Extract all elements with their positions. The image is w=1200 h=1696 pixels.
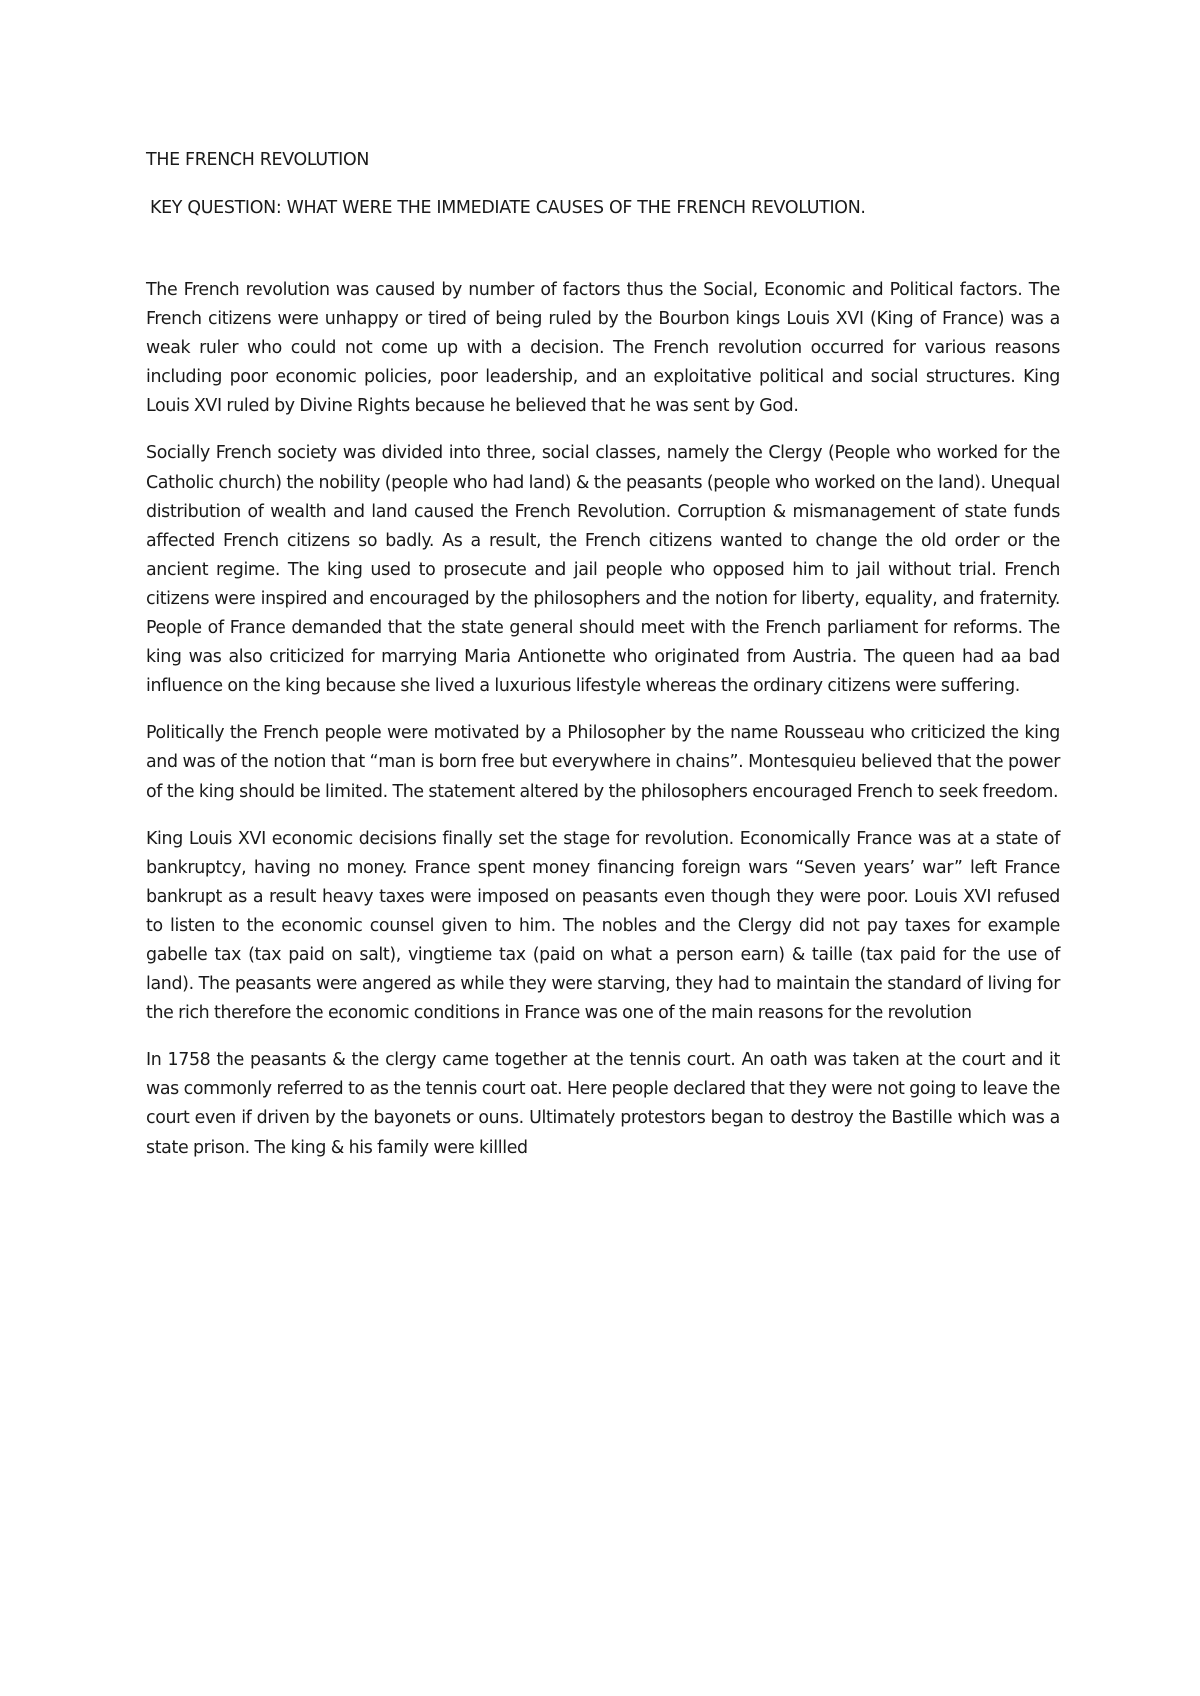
key-question: KEY QUESTION: WHAT WERE THE IMMEDIATE CAUSES OF THE FRENCH REVOLUTION.	[150, 198, 866, 218]
paragraph-economic-causes: King Louis XVI economic decisions finally set the stage for revolution. Economically France was at a state of bankruptcy, having no money. France spent money financing foreign wars “Seven years’ war” left France bankrupt as a result heavy taxes were imposed on peasants even though they were poor. Louis XVI refused to listen to the economic counsel given to him. The nobles and the Clergy did not pay taxes for example gabelle tax (tax paid on salt), vingtieme tax (paid on what a person earn) & taille (tax paid for the use of land). The peasants were angered as while they were starving, they had to maintain the standard of living for the rich therefore the economic conditions in France was one of the main reasons for the revolution	[146, 828, 1060, 1024]
paragraph-social-causes: Socially French society was divided into three, social classes, namely the Clergy (People who worked for the Catholic church) the nobility (people who had land) & the peasants (people who worked on the land). Unequal distribution of wealth and land caused the French Revolution. Corruption & mismanagement of state funds affected French citizens so badly. As a result, the French citizens wanted to change the old order or the ancient regime. The king used to prosecute and jail people who opposed him to jail without trial. French citizens were inspired and encouraged by the philosophers and the notion for liberty, equality, and fraternity. People of France demanded that the state general should meet with the French parliament for reforms. The king was also criticized for marrying Maria Antionette who originated from Austria. The queen had aa bad influence on the king because she lived a luxurious lifestyle whereas the ordinary citizens were suffering.	[146, 443, 1060, 697]
document-body	[146, 276, 1060, 1163]
paragraph-tennis-court-oath: In 1758 the peasants & the clergy came together at the tennis court. An oath was taken at the court and it was commonly referred to as the tennis court oat. Here people declared that they were not going to leave the court even if driven by the bayonets or ouns. Ultimately protestors began to destroy the Bastille which was a state prison. The king & his family were killled	[146, 1050, 1060, 1158]
document-page	[146, 146, 1060, 1181]
paragraph-introduction: The French revolution was caused by number of factors thus the Social, Economic and Political factors. The French citizens were unhappy or tired of being ruled by the Bourbon kings Louis XVI (King of France) was a weak ruler who could not come up with a decision. The French revolution occurred for various reasons including poor economic policies, poor leadership, and an exploitative political and social structures. King Louis XVI ruled by Divine Rights because he believed that he was sent by God.	[146, 280, 1060, 417]
paragraph-political-causes: Politically the French people were motivated by a Philosopher by the name Rousseau who criticized the king and was of the notion that “man is born free but everywhere in chains”. Montesquieu believed that the power of the king should be limited. The statement altered by the philosophers encouraged French to seek freedom.	[146, 723, 1060, 802]
document-title: THE FRENCH REVOLUTION	[146, 150, 370, 170]
